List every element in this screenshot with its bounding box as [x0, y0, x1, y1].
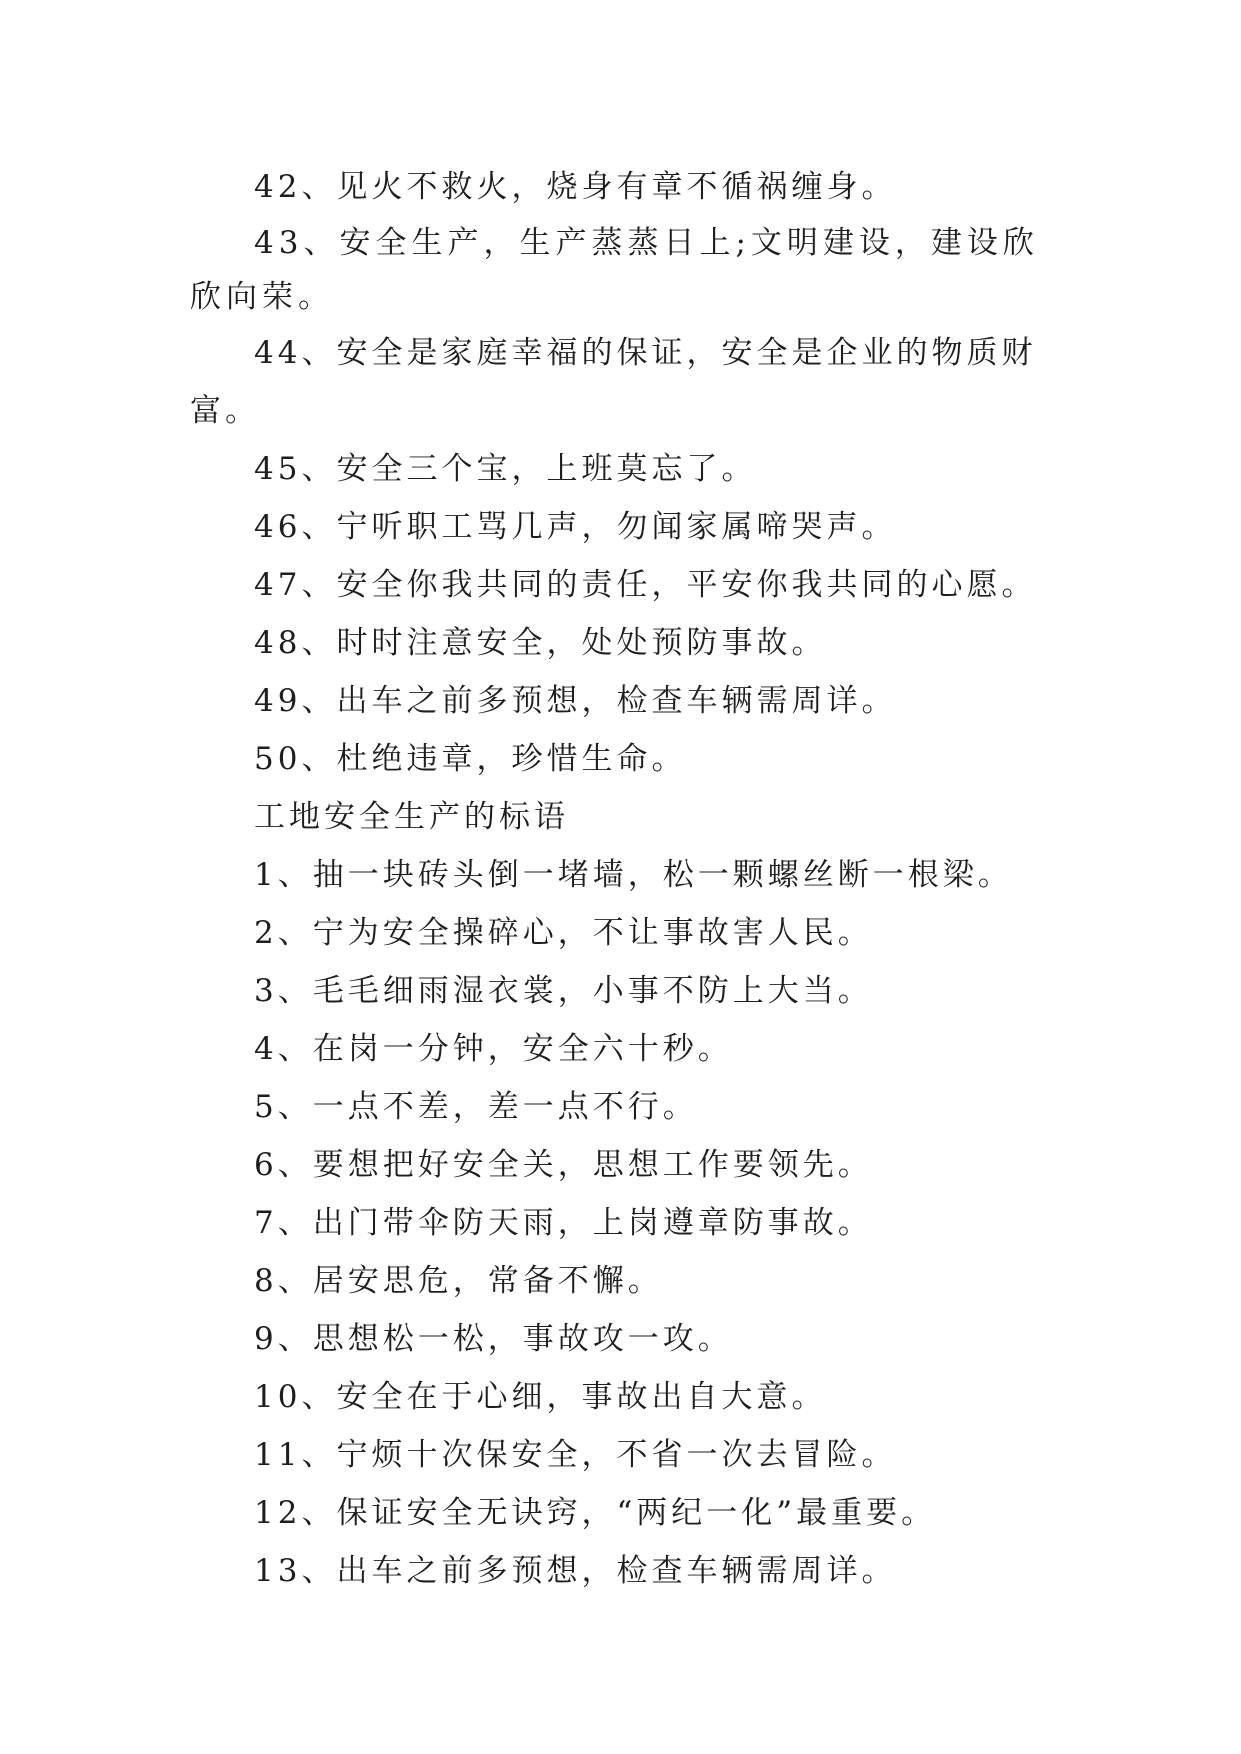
paragraph-46: 46、宁听职工骂几声，勿闻家属啼哭声。: [254, 509, 897, 545]
paragraph-11: 11、宁烦十次保安全，不省一次去冒险。: [254, 1437, 897, 1473]
paragraph-5: 5、一点不差，差一点不行。: [254, 1089, 698, 1125]
paragraph-49: 49、出车之前多预想，检查车辆需周详。: [254, 683, 897, 719]
paragraph-12: 12、保证安全无诀窍，“两纪一化”最重要。: [254, 1495, 937, 1531]
paragraph-48: 48、时时注意安全，处处预防事故。: [254, 625, 827, 661]
section-heading: 工地安全生产的标语: [254, 799, 569, 835]
paragraph-4: 4、在岗一分钟，安全六十秒。: [254, 1031, 733, 1067]
paragraph-1: 1、抽一块砖头倒一堵墙，松一颗螺丝断一根梁。: [254, 857, 1013, 893]
paragraph-42: 42、见火不救火，烧身有章不循祸缠身。: [254, 169, 897, 205]
paragraph-2: 2、宁为安全操碎心，不让事故害人民。: [254, 915, 873, 951]
paragraph-7: 7、出门带伞防天雨，上岗遵章防事故。: [254, 1205, 873, 1241]
paragraph-44: 44、安全是家庭幸福的保证，安全是企业的物质财富。: [190, 335, 1037, 429]
paragraph-10: 10、安全在于心细，事故出自大意。: [254, 1379, 827, 1415]
paragraph-3: 3、毛毛细雨湿衣裳，小事不防上大当。: [254, 973, 873, 1009]
paragraph-6: 6、要想把好安全关，思想工作要领先。: [254, 1147, 873, 1183]
paragraph-8: 8、居安思危，常备不懈。: [254, 1263, 663, 1299]
document-body: [190, 158, 1070, 1600]
paragraph-43: 43、安全生产，生产蒸蒸日上;文明建设，建设欣欣向荣。: [190, 225, 1039, 315]
paragraph-45: 45、安全三个宝，上班莫忘了。: [254, 451, 757, 487]
paragraph-13: 13、出车之前多预想，检查车辆需周详。: [254, 1553, 897, 1589]
paragraph-9: 9、思想松一松，事故攻一攻。: [254, 1321, 733, 1357]
paragraph-50: 50、杜绝违章，珍惜生命。: [254, 741, 687, 777]
paragraph-47: 47、安全你我共同的责任，平安你我共同的心愿。: [254, 567, 1037, 603]
